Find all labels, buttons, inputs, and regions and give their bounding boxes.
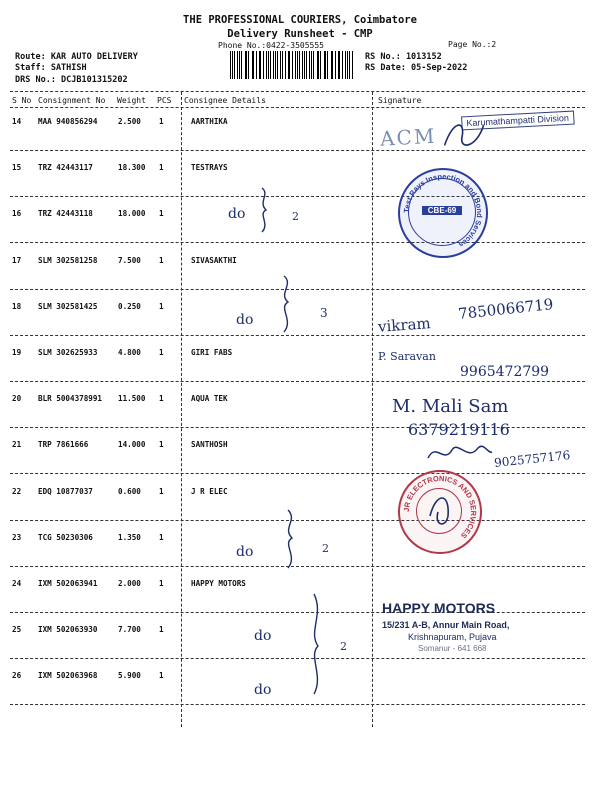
- row-pcs: 1: [159, 255, 164, 265]
- row-consignee: SANTHOSH: [191, 440, 228, 450]
- happy-motors-address-3: Somanur - 641 668: [418, 644, 487, 653]
- row-pcs: 1: [159, 486, 164, 496]
- consignee-column-divider: [181, 92, 182, 727]
- row-sno: 20: [12, 394, 22, 404]
- barcode-bar: [289, 51, 290, 79]
- row-consignment-no: TRP 7861666: [38, 440, 89, 450]
- row-separator: [10, 473, 585, 474]
- ditto-mark-25: do: [254, 628, 272, 644]
- ditto-num-16: 2: [292, 210, 299, 223]
- row-consignee: HAPPY MOTORS: [191, 579, 246, 588]
- row-weight: 11.500: [118, 394, 146, 404]
- barcode-bar: [345, 51, 346, 79]
- happy-motors-address-1: 15/231 A-B, Annur Main Road,: [382, 620, 510, 630]
- rs-date: RS Date: 05-Sep-2022: [365, 63, 468, 73]
- signature-mali: M. Mali Sam: [392, 396, 509, 417]
- barcode-bar: [332, 51, 333, 79]
- row-consignment-no: SLM 302581258: [38, 255, 98, 265]
- header-top-rule: [10, 91, 585, 92]
- barcode-bar: [266, 51, 267, 79]
- row-sno: 16: [12, 209, 22, 219]
- test-rays-stamp: [398, 168, 488, 258]
- santhosh-signature-scribble: [424, 438, 494, 468]
- row-consignment-no: IXM 502063941: [38, 579, 98, 588]
- signature-column-divider: [372, 92, 373, 727]
- row-sno: 26: [12, 671, 22, 681]
- row-pcs: 1: [159, 163, 164, 173]
- row-consignment-no: IXM 502063930: [38, 625, 98, 635]
- row-consignment-no: TRZ 42443118: [38, 209, 93, 219]
- barcode-bar: [339, 51, 340, 79]
- row-pcs: 1: [159, 117, 164, 126]
- phone-21: 9025757176: [493, 448, 571, 470]
- company-title: THE PROFESSIONAL COURIERS, Coimbatore: [183, 14, 417, 26]
- row-pcs: 1: [159, 301, 164, 311]
- happy-motors-stamp: [382, 600, 562, 653]
- phone-mali: 6379219116: [408, 420, 510, 439]
- svg-text:Test Rays Inspection and Bond: Test Rays Inspection and Bond Services: [401, 171, 485, 250]
- col-consignee-header: Consignee Details: [184, 96, 266, 105]
- jr-electronics-stamp: [398, 470, 482, 554]
- barcode-bar: [302, 51, 303, 79]
- barcode-bar: [245, 51, 246, 79]
- row-consignment-no: TRZ 42443117: [38, 163, 93, 173]
- barcode: [230, 51, 354, 79]
- row-weight: 1.350: [118, 532, 141, 542]
- row-consignment-no: IXM 502063968: [38, 671, 98, 681]
- row-weight: 14.000: [118, 440, 146, 450]
- phone-saravan: 9965472799: [460, 364, 550, 380]
- barcode-bar: [263, 51, 264, 79]
- header-bottom-rule: [10, 107, 585, 108]
- row-weight: 4.800: [118, 348, 141, 357]
- ditto-brace-2: [270, 270, 310, 340]
- acm-stamp-prefix: ACM: [379, 123, 437, 151]
- barcode-bar: [317, 51, 318, 79]
- ditto-brace-3: [278, 506, 308, 576]
- row-weight: 2.000: [118, 579, 141, 588]
- barcode-bar: [237, 51, 238, 79]
- row-sno: 23: [12, 532, 22, 542]
- row-weight: 0.250: [118, 301, 141, 311]
- ditto-mark-23: do: [236, 544, 254, 560]
- row-consignment-no: SLM 302581425: [38, 301, 98, 311]
- row-pcs: 1: [159, 671, 164, 681]
- col-weight-header: Weight: [117, 96, 146, 105]
- acm-stamp: [379, 109, 570, 158]
- happy-motors-address-2: Krishnapuram, Pujava: [408, 632, 497, 642]
- svg-text:JR ELECTRONICS AND SERVICES: JR ELECTRONICS AND SERVICES: [401, 473, 479, 541]
- ditto-mark-26: do: [254, 682, 272, 698]
- row-weight: 7.500: [118, 255, 141, 265]
- row-consignment-no: TCG 50230306: [38, 532, 93, 542]
- row-weight: 5.900: [118, 671, 141, 681]
- phone-vikram: 7850066719: [457, 295, 555, 323]
- row-consignee: J R ELEC: [191, 486, 228, 496]
- row-consignment-no: MAA 940856294: [38, 117, 98, 126]
- row-weight: 0.600: [118, 486, 141, 496]
- row-consignee: TESTRAYS: [191, 163, 228, 173]
- barcode-bar: [295, 51, 296, 79]
- row-consignee: AQUA TEK: [191, 394, 228, 404]
- ditto-num-25: 2: [340, 640, 347, 653]
- col-sno-header: S No: [12, 96, 32, 105]
- row-sno: 19: [12, 348, 22, 357]
- row-pcs: 1: [159, 625, 164, 635]
- barcode-bar: [352, 51, 353, 79]
- row-pcs: 1: [159, 440, 164, 450]
- barcode-bar: [273, 51, 274, 79]
- row-pcs: 1: [159, 348, 164, 357]
- row-sno: 21: [12, 440, 22, 450]
- barcode-bar: [280, 51, 281, 79]
- signature-saravan: P. Saravan: [378, 350, 436, 363]
- drs-number: DRS No.: DCJB101315202: [15, 75, 128, 85]
- route-label: Route: KAR AUTO DELIVERY: [15, 52, 138, 62]
- row-sno: 15: [12, 163, 22, 173]
- row-consignee: SIVASAKTHI: [191, 255, 237, 265]
- row-separator: [10, 658, 585, 659]
- row-separator: [10, 381, 585, 382]
- acm-signature-scribble: [439, 113, 491, 156]
- happy-motors-name: HAPPY MOTORS: [382, 600, 496, 616]
- row-sno: 24: [12, 579, 22, 588]
- row-weight: 18.300: [118, 163, 146, 173]
- barcode-bar: [324, 51, 325, 79]
- row-weight: 7.700: [118, 625, 141, 635]
- test-rays-center: CBE-69: [422, 206, 462, 215]
- barcode-bar: [311, 51, 312, 79]
- ditto-mark-16: do: [228, 206, 246, 222]
- jr-ring-text: [400, 472, 480, 552]
- barcode-bar: [327, 51, 328, 79]
- row-pcs: 1: [159, 579, 164, 588]
- ditto-brace-4: [300, 590, 340, 700]
- row-separator: [10, 704, 585, 705]
- col-signature-header: Signature: [378, 96, 422, 105]
- signature-vikram: vikram: [377, 314, 432, 336]
- row-weight: 18.000: [118, 209, 146, 219]
- barcode-bar: [282, 51, 283, 79]
- barcode-bar: [304, 51, 305, 79]
- row-sno: 18: [12, 301, 22, 311]
- ditto-num-23: 2: [322, 542, 329, 555]
- barcode-bar: [248, 51, 249, 79]
- barcode-bar: [230, 51, 231, 79]
- rs-number: RS No.: 1013152: [365, 52, 442, 62]
- row-sno: 25: [12, 625, 22, 635]
- row-separator: [10, 242, 585, 243]
- staff-label: Staff: SATHISH: [15, 63, 87, 73]
- document-title: Delivery Runsheet - CMP: [227, 28, 373, 40]
- row-pcs: 1: [159, 532, 164, 542]
- row-weight: 2.500: [118, 117, 141, 126]
- row-consignment-no: EDQ 10877037: [38, 486, 93, 496]
- barcode-bar: [241, 51, 242, 79]
- page-number: Page No.:2: [448, 40, 497, 49]
- row-consignment-no: SLM 302625933: [38, 348, 98, 357]
- row-pcs: 1: [159, 394, 164, 404]
- col-pcs-header: PCS: [157, 96, 172, 105]
- row-consignment-no: BLR 5004378991: [38, 394, 103, 404]
- ditto-num-18: 3: [320, 306, 328, 320]
- row-sno: 22: [12, 486, 22, 496]
- ditto-mark-18: do: [236, 312, 254, 328]
- col-consignment-header: Consignment No: [38, 96, 106, 105]
- row-consignee: AARTHIKA: [191, 117, 228, 126]
- acm-stamp-text: Karumathampatti Division: [461, 111, 574, 131]
- row-sno: 14: [12, 117, 22, 126]
- phone-number: Phone No.:0422-3505555: [218, 41, 324, 50]
- barcode-bar: [256, 51, 257, 79]
- row-sno: 17: [12, 255, 22, 265]
- row-consignee: GIRI FABS: [191, 348, 233, 357]
- row-pcs: 1: [159, 209, 164, 219]
